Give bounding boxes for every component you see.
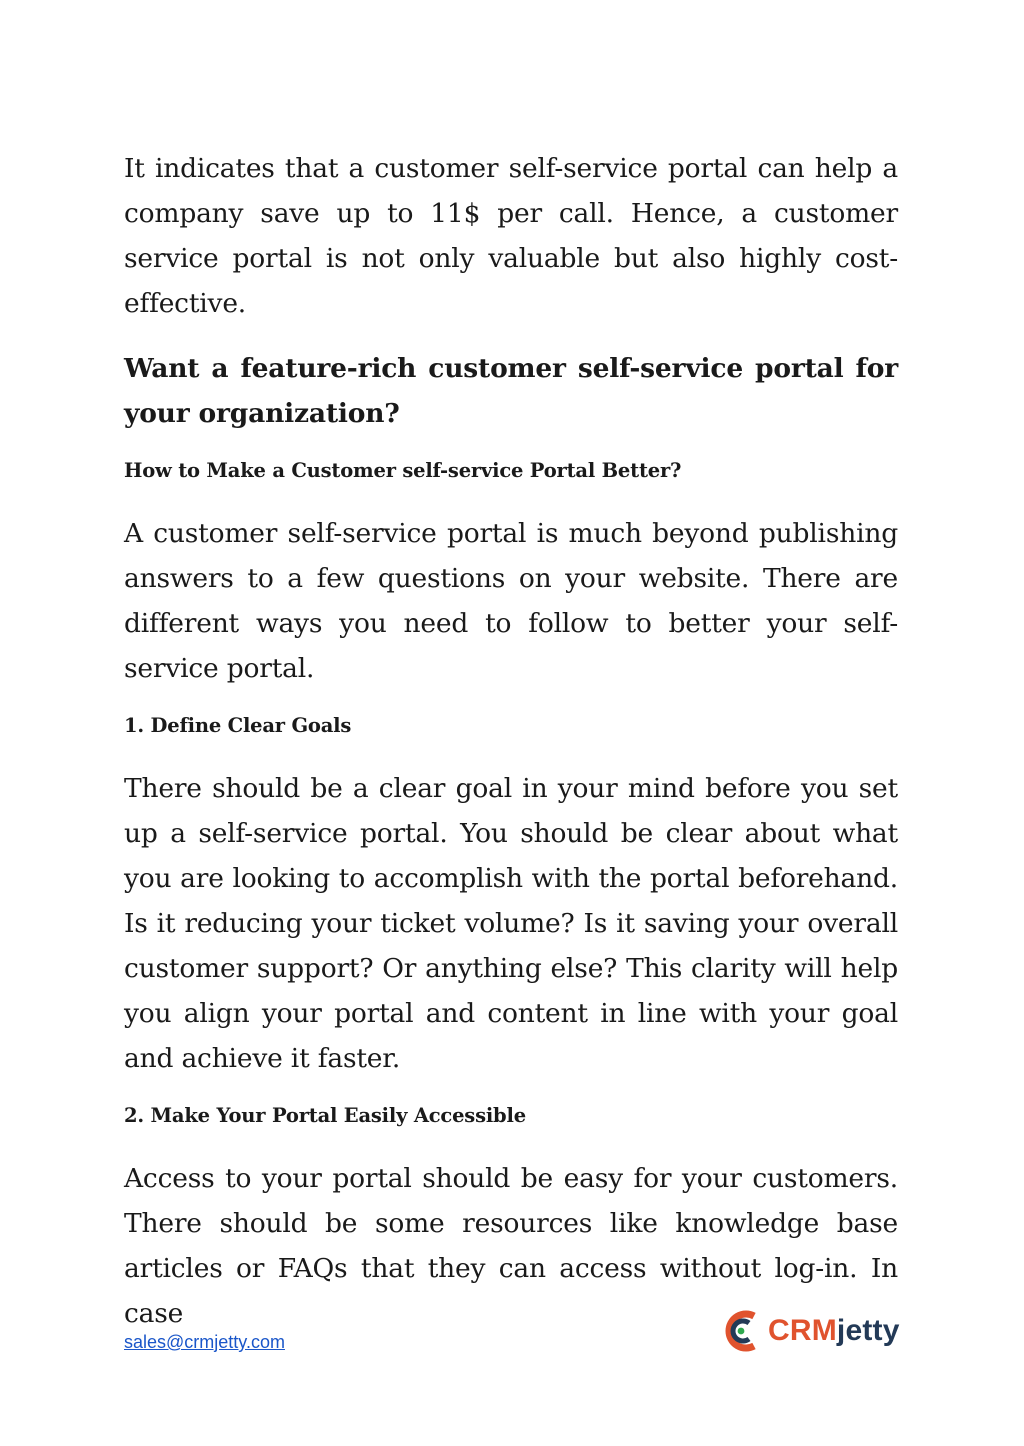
step1-paragraph: There should be a clear goal in your mind before you set up a self-service portal. You should be clear about what you are looking to accomplish with the portal beforehand. Is it reducing your ticket volume? Is it saving your overall customer support? Or anything else? This clarity will help you align your portal and content in line with your goal and achieve it faster.	[124, 773, 898, 1074]
step2-heading: 2. Make Your Portal Easily Accessible	[124, 1104, 526, 1127]
step1-heading: 1. Define Clear Goals	[124, 714, 352, 737]
logo-jetty-text: jetty	[836, 1314, 900, 1347]
logo-wordmark	[768, 1314, 900, 1348]
sales-email-link[interactable]: sales@crmjetty.com	[124, 1332, 285, 1352]
section-heading: How to Make a Customer self-service Portal Better?	[124, 459, 682, 482]
logo-crm-text: CRM	[768, 1314, 837, 1347]
intro-paragraph: It indicates that a customer self-service portal can help a company save up to 11$ per call. Hence, a customer service portal is not only valuable but also highly cost-effective.	[124, 153, 898, 319]
crmjetty-logo	[722, 1306, 900, 1356]
section-paragraph: A customer self-service portal is much beyond publishing answers to a few questions on your website. There are different ways you need to follow to better your self-service portal.	[124, 518, 898, 684]
cta-heading: Want a feature-rich customer self-service portal for your organization?	[124, 353, 898, 429]
step2-paragraph: Access to your portal should be easy for your customers. There should be some resources like knowledge base articles or FAQs that they can access without log-in. In case	[124, 1163, 898, 1329]
crmjetty-logo-icon	[722, 1308, 760, 1354]
document-body	[124, 146, 898, 1356]
